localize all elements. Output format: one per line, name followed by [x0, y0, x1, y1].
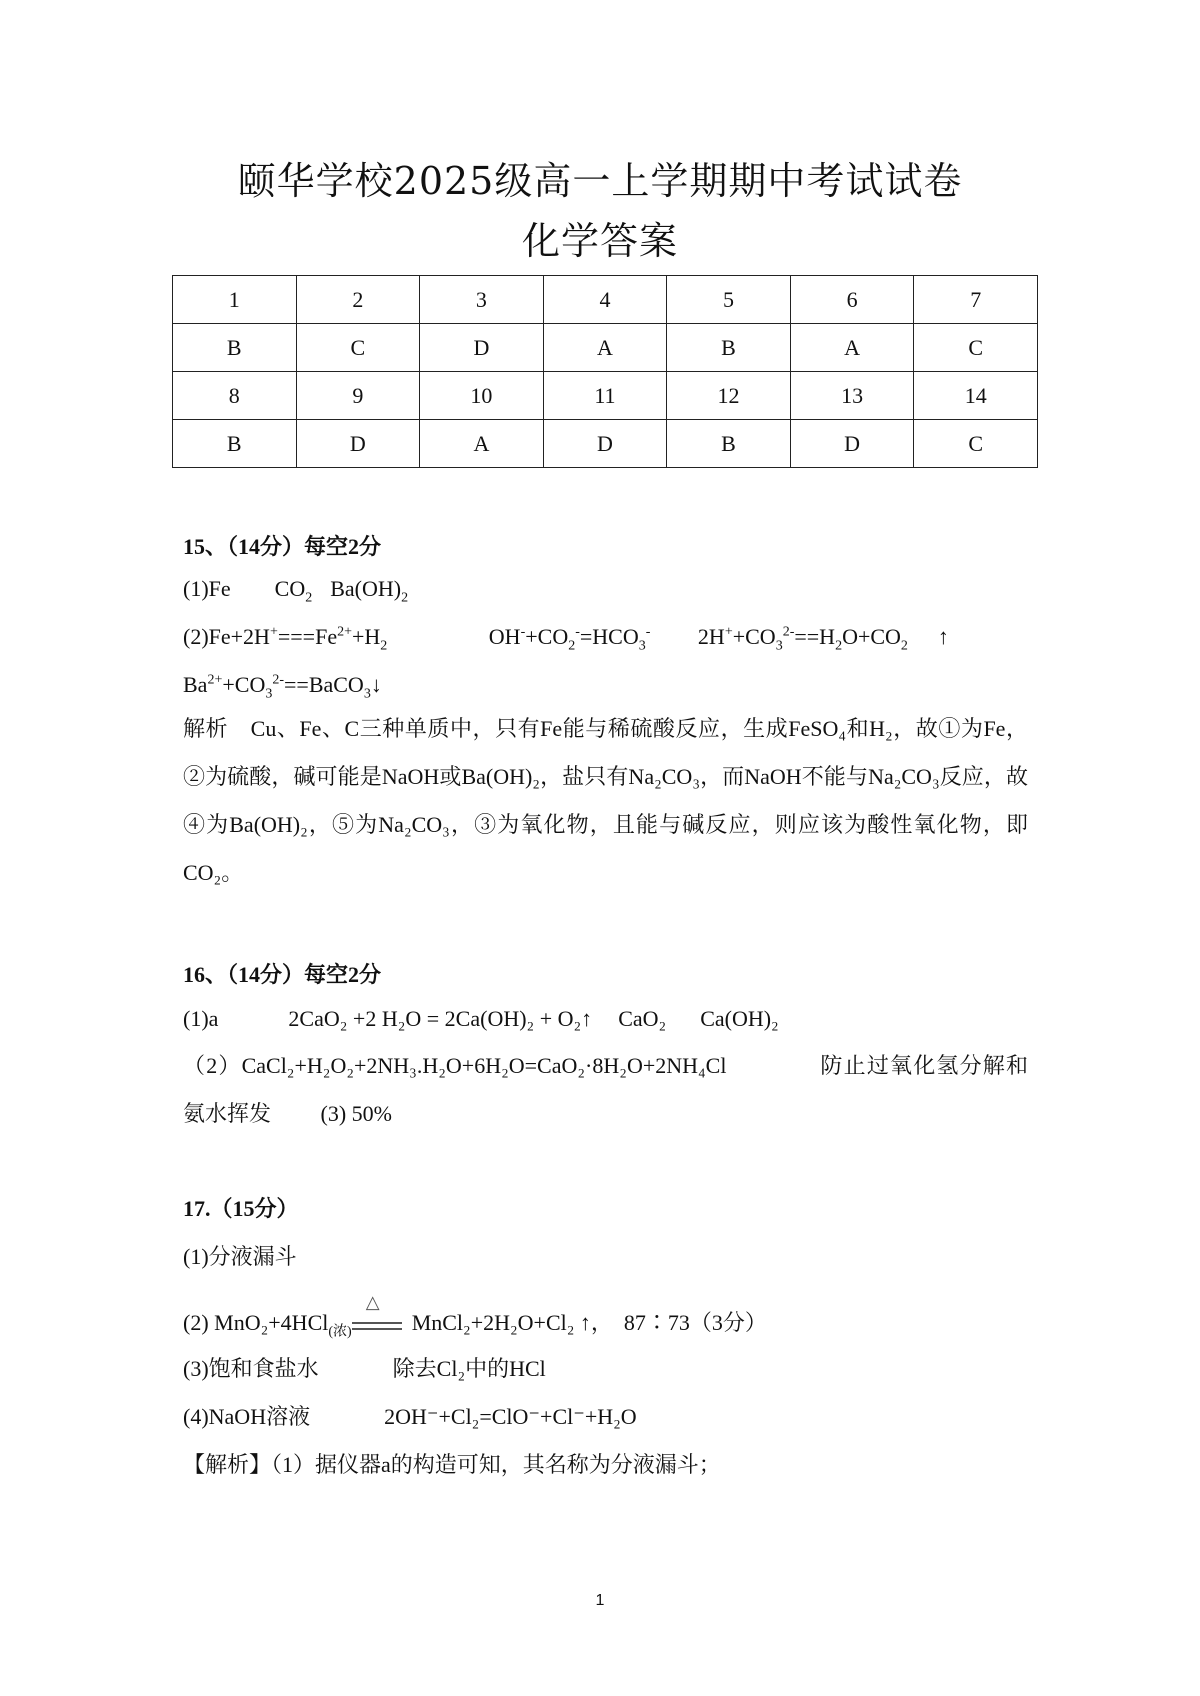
table-cell: D: [543, 420, 667, 468]
table-cell: 10: [420, 372, 544, 420]
table-cell: 13: [790, 372, 914, 420]
table-cell: B: [173, 324, 297, 372]
table-row: [173, 420, 1038, 468]
q15-heading: 15、（14分）每空2分: [183, 534, 382, 559]
heat-condition: △: [352, 1316, 402, 1330]
table-cell: B: [173, 420, 297, 468]
q15-part1: (1)Fe $CO_2$ $Ba(OH)_2$: [183, 576, 409, 606]
table-cell: B: [667, 420, 791, 468]
table-row: [173, 372, 1038, 420]
q17-heading: 17.（15分）: [183, 1196, 299, 1221]
q15-part2-cont: $Ba^{2+}+CO_3^{2-}==BaCO_3↓$: [183, 672, 382, 702]
table-cell: 14: [914, 372, 1038, 420]
table-cell: D: [296, 420, 420, 468]
page-number: 1: [595, 1592, 605, 1609]
document-title: 颐华学校2025级高一上学期期中考试试卷: [237, 159, 963, 203]
q16-part2: （2）CaCl₂+H₂O₂+2NH₃.H₂O+6H₂O=CaO₂·8H₂O+2NH₄Cl 防止过氧化氢分解和氨水挥发 (3) 50%: [183, 1053, 1028, 1126]
table-cell: 3: [420, 276, 544, 324]
q17-part4: (4)NaOH溶液 2OH⁻+Cl₂=ClO⁻+Cl⁻+H₂O: [183, 1404, 637, 1429]
table-cell: 1: [173, 276, 297, 324]
q15-analysis: 解析 Cu、Fe、C三种单质中，只有Fe能与稀硫酸反应，生成FeSO₄和H₂，故①为Fe，②为硫酸，碱可能是NaOH或Ba(OH)₂，盐只有Na₂CO₃，而NaOH不能与Na₂CO₃反应，故④为Ba(OH)₂，⑤为Na₂CO₃，③为氧化物，且能与碱反应，则应该为酸性氧化物，即CO₂。: [183, 716, 1028, 885]
q17-part2: (2) MnO₂+4HCl$_{(浓)}$ △ MnCl₂+2H₂O+Cl₂ ↑， 87∶73（3分）: [183, 1292, 767, 1340]
table-cell: 6: [790, 276, 914, 324]
q17-part3: (3)饱和食盐水 除去Cl₂中的HCl: [183, 1356, 546, 1381]
table-cell: C: [914, 420, 1038, 468]
table-row: [173, 276, 1038, 324]
table-cell: A: [420, 420, 544, 468]
table-cell: D: [790, 420, 914, 468]
table-cell: 11: [543, 372, 667, 420]
q17-analysis: 【解析】（1）据仪器a的构造可知，其名称为分液漏斗；: [183, 1452, 721, 1477]
table-cell: C: [914, 324, 1038, 372]
q16-part1: (1)a 2CaO₂ +2 H₂O = 2Ca(OH)₂ + O₂↑ CaO₂ Ca(OH)₂: [183, 1006, 779, 1031]
table-cell: D: [420, 324, 544, 372]
q17-part1: (1)分液漏斗: [183, 1244, 297, 1269]
table-cell: 12: [667, 372, 791, 420]
document-subtitle: 化学答案: [521, 219, 678, 263]
table-cell: A: [790, 324, 914, 372]
table-cell: 2: [296, 276, 420, 324]
table-cell: A: [543, 324, 667, 372]
table-cell: B: [667, 324, 791, 372]
table-row: [173, 324, 1038, 372]
q15-part2: $(2)Fe+2H^+===Fe^{2+}+H_2$ $OH^-+CO_2^-=HCO_3^-$ $2H^++CO_3^{2-}==H_2O+CO_2$ ↑: [183, 624, 949, 654]
q16-heading: 16、（14分）每空2分: [183, 962, 382, 987]
table-cell: 4: [543, 276, 667, 324]
table-cell: 8: [173, 372, 297, 420]
table-cell: 9: [296, 372, 420, 420]
table-cell: C: [296, 324, 420, 372]
table-cell: 5: [667, 276, 791, 324]
answer-table: [172, 275, 1038, 468]
table-cell: 7: [914, 276, 1038, 324]
